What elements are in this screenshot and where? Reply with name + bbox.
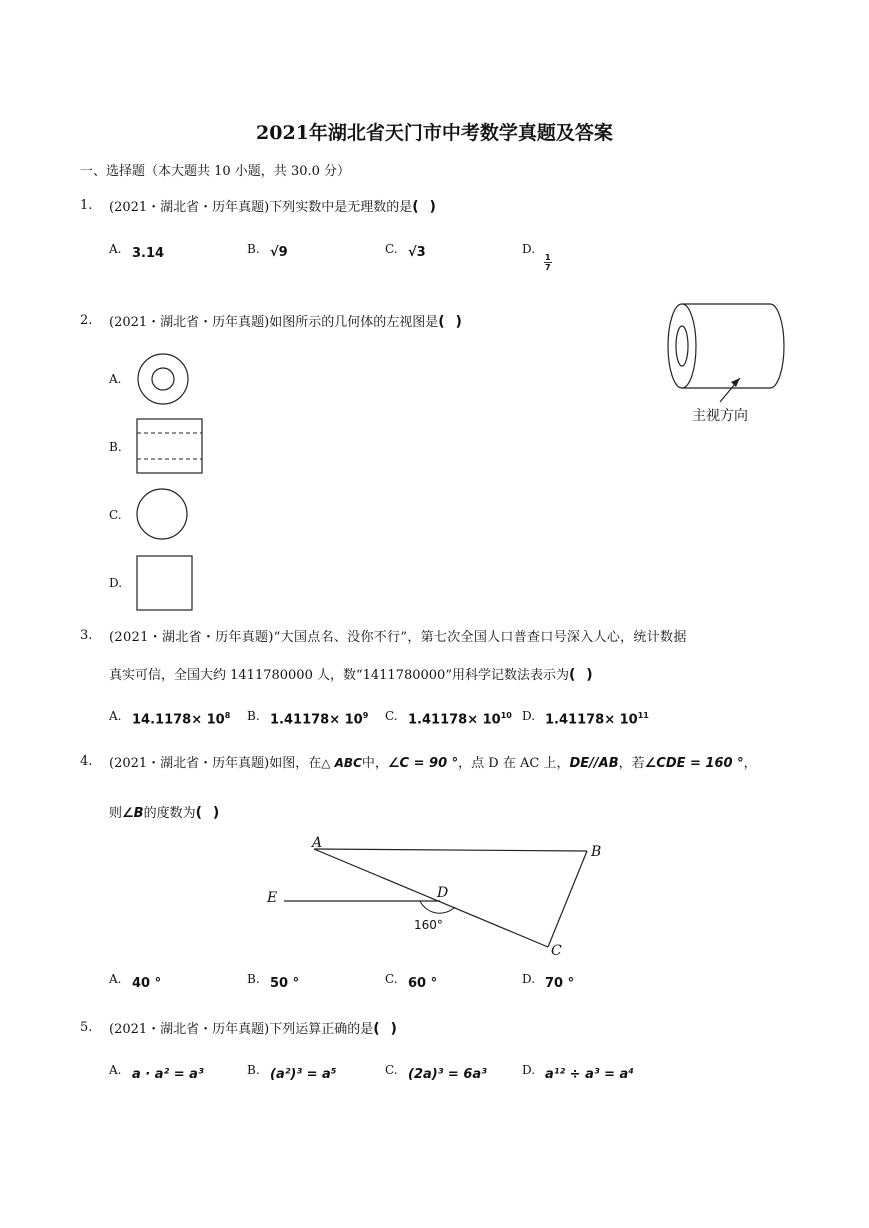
- option-label-a: A.: [109, 242, 122, 256]
- question-number: 4.: [80, 754, 93, 769]
- option-b-rect-dashed-view: [136, 418, 203, 474]
- option-c: 60 °: [408, 976, 438, 991]
- option-d: $1.41178\times 10^{11}$: [545, 711, 649, 728]
- option-label-d: D.: [522, 242, 536, 256]
- option-c: $1.41178\times 10^{10}$: [408, 711, 512, 728]
- question-number: 2.: [80, 313, 93, 328]
- angle-b-expr: ∠B: [122, 806, 144, 821]
- option-c: √3: [408, 245, 426, 260]
- question-number: 5.: [80, 1020, 93, 1035]
- option-d: a¹² ÷ a³ = a⁴: [545, 1067, 634, 1082]
- parallel-expr: DE//AB: [569, 756, 619, 771]
- angle-cde-expr: ∠CDE = 160 °: [644, 756, 744, 771]
- option-label-d: D.: [109, 576, 123, 590]
- option-a: a · a² = a³: [132, 1067, 204, 1082]
- answer-blank: ( ): [568, 667, 596, 683]
- option-b: √9: [270, 245, 288, 260]
- question-text: (2021・湖北省・历年真题)如图所示的几何体的左视图是( ): [109, 314, 465, 330]
- page-title: 2021年湖北省天门市中考数学真题及答案: [256, 122, 613, 144]
- answer-blank: ( ): [412, 199, 439, 215]
- option-a: 3.14: [132, 246, 165, 261]
- option-b: (a²)³ = a⁵: [270, 1067, 337, 1082]
- point-a-label: A: [312, 835, 323, 851]
- option-label-b: B.: [247, 709, 260, 723]
- option-a-ring-view: [136, 352, 190, 406]
- question-text-line-1: (2021・湖北省・历年真题)如图，在△ ABC中，∠C = 90 °，点 D 在 AC 上，DE//AB，若∠CDE = 160 °，: [109, 756, 757, 771]
- option-label-d: D.: [522, 709, 536, 723]
- point-b-label: B: [591, 844, 602, 860]
- option-d-square-view: [136, 555, 193, 611]
- question-text-line-1: (2021・湖北省・历年真题)“大国点名、没你不行”，第七次全国人口普查口号深入人心，统计数据: [109, 630, 687, 645]
- option-b: 50 °: [270, 976, 300, 991]
- option-label-b: B.: [247, 972, 260, 986]
- option-label-a: A.: [109, 972, 122, 986]
- option-d: 70 °: [545, 976, 575, 991]
- option-a: $14.1178\times 10^8$: [132, 711, 231, 728]
- option-label-c: C.: [109, 508, 122, 522]
- triangle-abc: △ ABC: [321, 756, 362, 770]
- question-number: 3.: [80, 628, 93, 643]
- fraction: $\frac{1}{7}$: [545, 253, 551, 272]
- option-d: [544, 252, 552, 272]
- question-text-line-2: 真实可信，全国大约 1411780000 人，数“1411780000”用科学记数法表示为( ): [109, 667, 596, 683]
- answer-blank: ( ): [373, 1021, 400, 1037]
- question-number: 1.: [80, 198, 93, 213]
- question-text: (2021・湖北省・历年真题)下列运算正确的是( ): [109, 1021, 400, 1037]
- option-c: (2a)³ = 6a³: [408, 1067, 487, 1082]
- option-label-b: B.: [109, 440, 122, 454]
- option-label-b: B.: [247, 242, 260, 256]
- view-direction-label: 主视方向: [692, 408, 748, 424]
- answer-blank: ( ): [195, 805, 223, 821]
- angle-c-expr: ∠C = 90 °: [387, 756, 459, 771]
- option-c-circle-view: [135, 487, 189, 541]
- option-label-a: A.: [109, 1063, 122, 1077]
- option-label-c: C.: [385, 709, 398, 723]
- point-e-label: E: [267, 890, 278, 906]
- option-label-a: A.: [109, 372, 122, 386]
- option-label-c: C.: [385, 1063, 398, 1077]
- option-label-a: A.: [109, 709, 122, 723]
- option-a: 40 °: [132, 976, 162, 991]
- point-d-label: D: [437, 885, 449, 901]
- question-text-line-2: 则∠B的度数为( ): [109, 805, 223, 821]
- point-c-label: C: [551, 943, 562, 959]
- answer-blank: ( ): [438, 314, 465, 330]
- option-label-d: D.: [522, 972, 536, 986]
- angle-160-label: 160°: [414, 918, 443, 932]
- section-heading: 一、选择题（本大题共 10 小题，共 30.0 分）: [80, 164, 351, 179]
- option-label-c: C.: [385, 242, 398, 256]
- option-b: $1.41178\times 10^9$: [270, 711, 369, 728]
- option-label-c: C.: [385, 972, 398, 986]
- question-text: (2021・湖北省・历年真题)下列实数中是无理数的是( ): [109, 199, 439, 215]
- option-label-b: B.: [247, 1063, 260, 1077]
- option-label-d: D.: [522, 1063, 536, 1077]
